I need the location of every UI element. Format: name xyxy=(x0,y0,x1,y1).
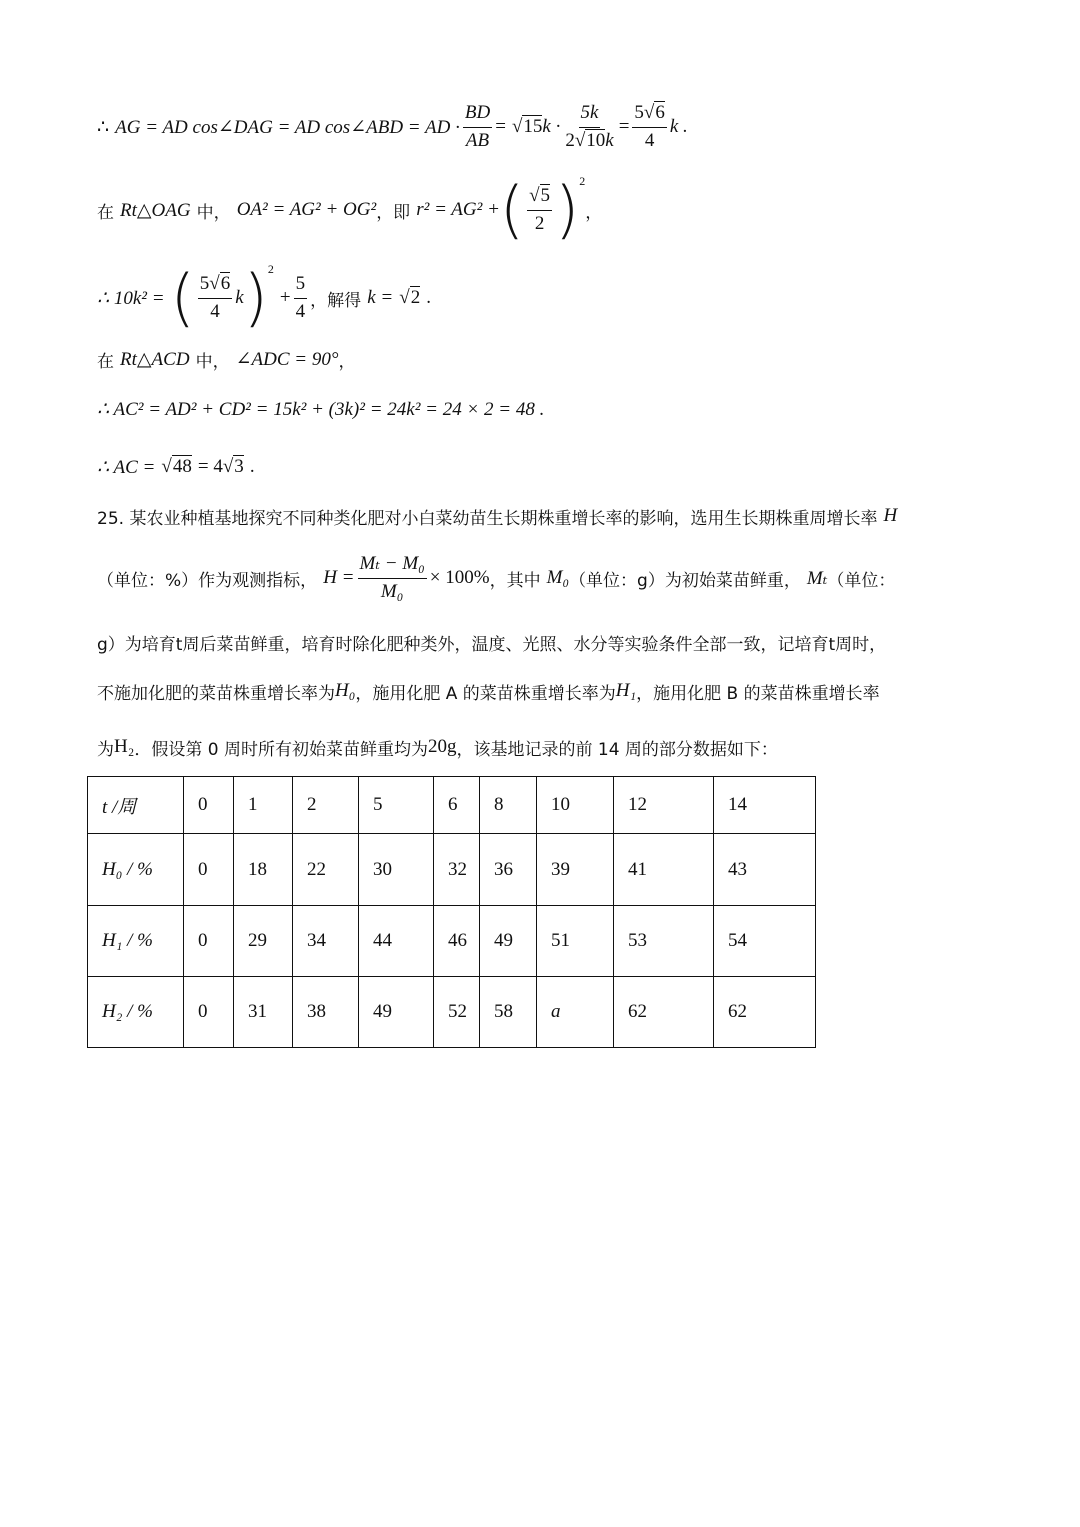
table-cell: 41 xyxy=(614,834,714,906)
expression: k · xyxy=(542,116,561,137)
table-row-label: H₂ / % xyxy=(88,977,184,1048)
table-cell: 62 xyxy=(714,977,816,1048)
equals: = xyxy=(618,116,630,137)
table-cell: 51 xyxy=(537,906,614,977)
radicand: 6 xyxy=(655,101,665,123)
left-paren: ( xyxy=(170,261,195,334)
table-cell: 32 xyxy=(434,834,480,906)
fraction-5sqrt6-4 xyxy=(198,274,232,323)
table-row-weeks xyxy=(88,777,816,834)
equals: = xyxy=(495,116,506,137)
table-cell: 38 xyxy=(293,977,359,1048)
problem-text: （单位：%）作为观测指标， xyxy=(97,570,318,591)
initial-weight: 20g xyxy=(427,736,457,757)
denominator: 4 xyxy=(644,129,655,151)
text: 在 xyxy=(97,202,114,223)
denominator: 2√10k xyxy=(565,129,614,151)
problem-text: ，该基地记录的前 14 周的部分数据如下： xyxy=(456,739,778,760)
exponent: 2 xyxy=(267,262,274,276)
solution-line-5 xyxy=(97,394,544,424)
table-row-h0 xyxy=(88,834,816,906)
text: ， xyxy=(585,202,603,223)
table-cell: 0 xyxy=(184,777,234,834)
table-cell: 1 xyxy=(234,777,293,834)
text: 中， xyxy=(196,202,231,223)
coef: 2 xyxy=(565,129,575,151)
table-row-label: H₁ / % xyxy=(88,906,184,977)
problem-line-3 xyxy=(97,628,886,656)
radicand: 3 xyxy=(234,456,244,477)
fraction-5-4 xyxy=(294,274,308,323)
text: ，解得 xyxy=(310,290,362,311)
fraction-5k xyxy=(563,103,615,152)
angle-equation: ∠ADC = 90° xyxy=(235,348,339,370)
table-cell: 62 xyxy=(614,977,714,1048)
table-cell: 53 xyxy=(614,906,714,977)
exponent: 2 xyxy=(579,174,586,188)
plus: + xyxy=(279,287,291,308)
numerator: BD xyxy=(463,103,492,128)
sqrt-expression: √15 xyxy=(511,116,543,137)
growth-rate-table xyxy=(87,776,816,1048)
table-cell: 34 xyxy=(293,906,359,977)
text: ，即 xyxy=(376,202,411,223)
radicand: 10 xyxy=(586,129,606,151)
text: 中， xyxy=(195,351,230,372)
table-cell: 0 xyxy=(184,906,234,977)
formula-tail: × 100% xyxy=(429,567,490,588)
text: ， xyxy=(338,351,356,372)
left-paren: ( xyxy=(499,173,525,246)
sqrt-expression: √48 xyxy=(161,456,192,477)
problem-line-2 xyxy=(97,548,895,608)
table-cell: 29 xyxy=(234,906,293,977)
table-cell: 10 xyxy=(537,777,614,834)
table-cell: 39 xyxy=(537,834,614,906)
problem-text: ，施用化肥 B 的菜苗株重增长率 xyxy=(636,683,880,704)
sqrt-expression: √2 xyxy=(399,287,421,308)
problem-text: 25. 某农业种植基地探究不同种类化肥对小白菜幼苗生长期株重增长率的影响，选用生长期株重周增长率 xyxy=(97,508,878,529)
fraction-sqrt5-2 xyxy=(527,186,552,235)
equation: ∴ AC² = AD² + CD² = 15k² + (3k)² = 24k² = 24 × 2 = 48 . xyxy=(97,398,545,420)
triangle-name: Rt△ACD xyxy=(120,348,190,370)
problem-text: 为 xyxy=(97,739,114,760)
var-h1: H₁ xyxy=(615,680,637,701)
table-cell: 5 xyxy=(359,777,434,834)
table-cell: 49 xyxy=(480,906,537,977)
numerator: 5 xyxy=(294,274,308,299)
table-cell: 22 xyxy=(293,834,359,906)
table-cell: 6 xyxy=(434,777,480,834)
table-cell: 36 xyxy=(480,834,537,906)
problem-text: （单位： xyxy=(827,570,896,591)
radicand: 6 xyxy=(220,272,231,294)
denominator: 2 xyxy=(534,212,545,234)
table-cell: 49 xyxy=(359,977,434,1048)
formula-fraction xyxy=(358,554,427,603)
radicand: 5 xyxy=(540,184,551,206)
text: 在 xyxy=(97,351,114,372)
right-paren: ) xyxy=(555,173,580,246)
radicand: 15 xyxy=(523,116,543,137)
equation: = 4 xyxy=(197,456,223,477)
var-h2: H₂ xyxy=(114,736,135,757)
problem-line-1 xyxy=(97,502,897,530)
expression: k . xyxy=(669,116,688,137)
coef: 5 xyxy=(634,101,644,123)
equation: k = xyxy=(367,287,394,308)
table-cell: 31 xyxy=(234,977,293,1048)
numerator: 5k xyxy=(579,103,601,128)
denominator: M₀ xyxy=(380,580,404,602)
table-row-label: H₀ / % xyxy=(88,834,184,906)
table-cell: 43 xyxy=(714,834,816,906)
table-cell: 2 xyxy=(293,777,359,834)
equation: r² = AG² + xyxy=(416,199,500,220)
table-cell: a xyxy=(537,977,614,1048)
table-cell: 8 xyxy=(480,777,537,834)
problem-text: ．假设第 0 周时所有初始菜苗鲜重均为 xyxy=(134,739,428,760)
coef: 5 xyxy=(199,272,210,294)
table-cell: 30 xyxy=(359,834,434,906)
table-cell: 52 xyxy=(434,977,480,1048)
k-var: k xyxy=(605,129,614,151)
problem-line-5 xyxy=(97,732,778,762)
table-row-h2 xyxy=(88,977,816,1048)
solution-line-1 xyxy=(97,96,688,158)
numerator: 5√6 xyxy=(632,103,666,128)
fraction-5sqrt6-4 xyxy=(632,103,666,152)
var-h0: H₀ xyxy=(335,680,356,701)
var-mt: Mₜ xyxy=(806,567,828,589)
var-h: H xyxy=(883,505,898,526)
table-cell: 18 xyxy=(234,834,293,906)
therefore-symbol: ∴ xyxy=(97,116,110,138)
formula-lhs: H = xyxy=(323,567,355,588)
equation: OA² = AG² + OG² xyxy=(236,199,377,220)
solution-line-3 xyxy=(97,260,431,336)
table-cell: 46 xyxy=(434,906,480,977)
table-row-h1 xyxy=(88,906,816,977)
problem-text: g）为培育t周后菜苗鲜重，培育时除化肥种类外，温度、光照、水分等实验条件全部一致，记培育t周时， xyxy=(97,634,887,655)
table-cell: 0 xyxy=(184,834,234,906)
table-header-cell xyxy=(88,777,184,834)
radicand: 48 xyxy=(172,456,192,477)
text: . xyxy=(249,456,255,477)
header-label: t /周 xyxy=(102,796,137,818)
problem-text: ，其中 xyxy=(489,570,541,591)
sqrt-expression: √3 xyxy=(222,456,244,477)
numerator: Mₜ − M₀ xyxy=(358,554,427,579)
text: . xyxy=(426,287,431,308)
equation: ∴ 10k² = xyxy=(97,287,165,309)
table-cell: 54 xyxy=(714,906,816,977)
numerator: 5√6 xyxy=(198,274,232,299)
table-cell: 12 xyxy=(614,777,714,834)
problem-text: 不施加化肥的菜苗株重增长率为 xyxy=(97,683,335,704)
denominator: AB xyxy=(465,129,490,151)
problem-text: ，施用化肥 A 的菜苗株重增长率为 xyxy=(355,683,616,704)
equation: ∴ AC = xyxy=(97,456,156,478)
problem-line-4 xyxy=(97,676,880,706)
solution-line-6 xyxy=(97,452,255,482)
expression: AG = AD cos∠DAG = AD cos∠ABD = AD · xyxy=(115,116,460,138)
solution-line-2 xyxy=(97,172,602,248)
table-cell: 58 xyxy=(480,977,537,1048)
table-cell: 14 xyxy=(714,777,816,834)
k-var: k xyxy=(235,287,244,308)
denominator: 4 xyxy=(295,300,306,322)
denominator: 4 xyxy=(210,300,220,322)
triangle-name: Rt△OAG xyxy=(120,199,191,221)
solution-line-4 xyxy=(97,344,355,374)
var-m0: M₀ xyxy=(546,567,570,588)
right-paren: ) xyxy=(243,261,268,334)
numerator: √5 xyxy=(527,186,552,211)
table-cell: 0 xyxy=(184,977,234,1048)
radicand: 2 xyxy=(410,287,421,308)
problem-text: （单位：g）为初始菜苗鲜重， xyxy=(569,570,801,591)
fraction-bd-ab xyxy=(463,103,492,152)
table-cell: 44 xyxy=(359,906,434,977)
